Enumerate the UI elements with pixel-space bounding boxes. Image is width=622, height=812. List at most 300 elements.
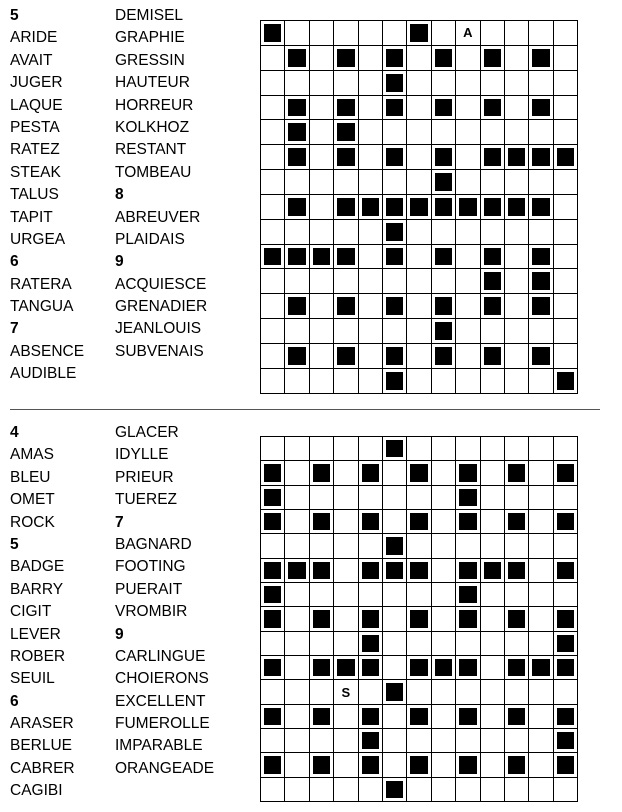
empty-cell[interactable]	[261, 534, 285, 558]
empty-cell[interactable]	[432, 461, 456, 485]
empty-cell[interactable]	[505, 245, 529, 270]
empty-cell[interactable]	[554, 120, 578, 145]
empty-cell[interactable]	[432, 607, 456, 631]
empty-cell[interactable]	[407, 632, 431, 656]
empty-cell[interactable]	[285, 21, 309, 46]
empty-cell[interactable]	[310, 680, 334, 704]
empty-cell[interactable]	[383, 21, 407, 46]
empty-cell[interactable]	[383, 632, 407, 656]
empty-cell[interactable]	[505, 269, 529, 294]
empty-cell[interactable]	[261, 680, 285, 704]
empty-cell[interactable]	[481, 170, 505, 195]
empty-cell[interactable]	[456, 294, 480, 319]
empty-cell[interactable]	[407, 294, 431, 319]
black-cell	[285, 294, 309, 319]
empty-cell[interactable]	[481, 778, 505, 802]
empty-cell[interactable]	[310, 220, 334, 245]
empty-cell[interactable]	[359, 344, 383, 369]
empty-cell[interactable]	[529, 220, 553, 245]
empty-cell[interactable]	[359, 319, 383, 344]
empty-cell[interactable]	[529, 319, 553, 344]
word-list-item: LEVER	[10, 625, 61, 643]
empty-cell[interactable]	[432, 729, 456, 753]
empty-cell[interactable]	[456, 145, 480, 170]
empty-cell[interactable]	[554, 245, 578, 270]
empty-cell[interactable]	[310, 269, 334, 294]
empty-cell[interactable]	[529, 486, 553, 510]
empty-cell[interactable]	[505, 632, 529, 656]
empty-cell[interactable]	[285, 510, 309, 534]
empty-cell[interactable]	[359, 245, 383, 270]
black-cell	[285, 145, 309, 170]
empty-cell[interactable]	[334, 437, 358, 461]
empty-cell[interactable]	[456, 220, 480, 245]
empty-cell[interactable]	[432, 369, 456, 394]
word-list-item: AMAS	[10, 446, 54, 464]
word-list-item: OMET	[10, 491, 55, 509]
empty-cell[interactable]	[456, 46, 480, 71]
empty-cell[interactable]	[285, 680, 309, 704]
empty-cell[interactable]	[554, 21, 578, 46]
empty-cell[interactable]	[529, 729, 553, 753]
empty-cell[interactable]	[359, 170, 383, 195]
empty-cell[interactable]	[505, 344, 529, 369]
empty-cell[interactable]	[261, 294, 285, 319]
empty-cell[interactable]	[529, 534, 553, 558]
empty-cell[interactable]	[285, 269, 309, 294]
empty-cell[interactable]	[310, 319, 334, 344]
empty-cell[interactable]	[334, 534, 358, 558]
empty-cell[interactable]	[261, 319, 285, 344]
empty-cell[interactable]	[359, 294, 383, 319]
empty-cell[interactable]	[310, 437, 334, 461]
empty-cell[interactable]	[310, 632, 334, 656]
empty-cell[interactable]	[481, 120, 505, 145]
empty-cell[interactable]	[529, 120, 553, 145]
empty-cell[interactable]	[505, 729, 529, 753]
empty-cell[interactable]	[359, 583, 383, 607]
empty-cell[interactable]	[261, 71, 285, 96]
empty-cell[interactable]	[261, 220, 285, 245]
empty-cell[interactable]	[432, 269, 456, 294]
black-cell	[407, 195, 431, 220]
empty-cell[interactable]	[407, 344, 431, 369]
empty-cell[interactable]	[529, 170, 553, 195]
empty-cell[interactable]	[383, 120, 407, 145]
empty-cell[interactable]	[359, 120, 383, 145]
empty-cell[interactable]	[481, 680, 505, 704]
empty-cell[interactable]	[456, 96, 480, 121]
black-cell	[554, 705, 578, 729]
empty-cell[interactable]	[285, 778, 309, 802]
empty-cell[interactable]	[481, 437, 505, 461]
black-cell	[481, 559, 505, 583]
word-list-item: CIGIT	[10, 603, 52, 621]
empty-cell[interactable]	[505, 96, 529, 121]
black-cell	[481, 46, 505, 71]
empty-cell[interactable]	[529, 369, 553, 394]
empty-cell[interactable]	[359, 778, 383, 802]
empty-cell[interactable]	[456, 369, 480, 394]
empty-cell[interactable]	[554, 583, 578, 607]
empty-cell[interactable]	[285, 170, 309, 195]
empty-cell[interactable]	[505, 170, 529, 195]
empty-cell[interactable]	[505, 294, 529, 319]
empty-cell[interactable]	[481, 510, 505, 534]
empty-cell[interactable]	[383, 656, 407, 680]
empty-cell[interactable]	[334, 220, 358, 245]
word-list-item: JEANLOUIS	[115, 320, 202, 338]
empty-cell[interactable]	[554, 170, 578, 195]
empty-cell[interactable]	[481, 753, 505, 777]
empty-cell[interactable]	[481, 729, 505, 753]
empty-cell[interactable]	[529, 778, 553, 802]
word-length-heading: 9	[115, 625, 124, 643]
empty-cell[interactable]	[359, 21, 383, 46]
empty-cell[interactable]	[359, 534, 383, 558]
empty-cell[interactable]	[310, 583, 334, 607]
empty-cell[interactable]	[481, 220, 505, 245]
empty-cell[interactable]	[456, 344, 480, 369]
empty-cell[interactable]	[432, 120, 456, 145]
empty-cell[interactable]	[383, 461, 407, 485]
empty-cell[interactable]	[407, 120, 431, 145]
empty-cell[interactable]	[554, 269, 578, 294]
empty-cell[interactable]	[481, 21, 505, 46]
empty-cell[interactable]	[456, 632, 480, 656]
empty-cell[interactable]	[456, 120, 480, 145]
empty-cell[interactable]	[383, 729, 407, 753]
empty-cell[interactable]	[310, 21, 334, 46]
empty-cell[interactable]	[261, 170, 285, 195]
empty-cell[interactable]	[432, 510, 456, 534]
empty-cell[interactable]	[432, 753, 456, 777]
empty-cell[interactable]	[334, 319, 358, 344]
empty-cell[interactable]	[481, 369, 505, 394]
black-cell	[554, 461, 578, 485]
black-cell	[383, 437, 407, 461]
empty-cell[interactable]	[285, 534, 309, 558]
empty-cell[interactable]	[285, 486, 309, 510]
empty-cell[interactable]	[359, 486, 383, 510]
empty-cell[interactable]	[310, 195, 334, 220]
black-cell	[383, 294, 407, 319]
empty-cell[interactable]	[407, 46, 431, 71]
empty-cell[interactable]	[407, 96, 431, 121]
empty-cell[interactable]	[359, 437, 383, 461]
empty-cell[interactable]	[285, 632, 309, 656]
empty-cell[interactable]	[334, 21, 358, 46]
empty-cell[interactable]	[554, 778, 578, 802]
empty-cell[interactable]	[407, 437, 431, 461]
empty-cell[interactable]	[529, 71, 553, 96]
empty-cell[interactable]	[334, 729, 358, 753]
empty-cell[interactable]	[505, 680, 529, 704]
empty-cell[interactable]	[310, 344, 334, 369]
empty-cell[interactable]	[261, 46, 285, 71]
empty-cell[interactable]	[554, 319, 578, 344]
empty-cell[interactable]	[334, 705, 358, 729]
empty-cell[interactable]	[334, 369, 358, 394]
empty-cell[interactable]	[334, 71, 358, 96]
empty-cell[interactable]	[432, 220, 456, 245]
black-cell	[529, 269, 553, 294]
black-cell	[456, 607, 480, 631]
empty-cell[interactable]	[456, 71, 480, 96]
empty-cell[interactable]	[334, 753, 358, 777]
empty-cell[interactable]	[359, 680, 383, 704]
empty-cell[interactable]	[359, 71, 383, 96]
black-cell	[261, 656, 285, 680]
empty-cell[interactable]	[432, 583, 456, 607]
empty-cell[interactable]	[407, 583, 431, 607]
empty-cell[interactable]	[456, 269, 480, 294]
empty-cell[interactable]	[261, 437, 285, 461]
empty-cell[interactable]	[261, 96, 285, 121]
empty-cell[interactable]	[285, 607, 309, 631]
empty-cell[interactable]	[529, 583, 553, 607]
empty-cell[interactable]	[359, 220, 383, 245]
empty-cell[interactable]	[529, 21, 553, 46]
black-cell	[310, 656, 334, 680]
empty-cell[interactable]	[334, 486, 358, 510]
empty-cell[interactable]	[554, 680, 578, 704]
empty-cell[interactable]	[383, 583, 407, 607]
empty-cell[interactable]	[505, 21, 529, 46]
black-cell	[456, 559, 480, 583]
empty-cell[interactable]	[407, 71, 431, 96]
word-list-item: KOLKHOZ	[115, 118, 190, 136]
empty-cell[interactable]	[285, 220, 309, 245]
empty-cell[interactable]	[261, 729, 285, 753]
empty-cell[interactable]	[481, 656, 505, 680]
empty-cell[interactable]	[432, 778, 456, 802]
empty-cell[interactable]	[334, 559, 358, 583]
empty-cell[interactable]	[554, 437, 578, 461]
empty-cell[interactable]	[310, 145, 334, 170]
empty-cell[interactable]	[529, 437, 553, 461]
empty-cell[interactable]	[334, 269, 358, 294]
empty-cell[interactable]	[456, 534, 480, 558]
empty-cell[interactable]	[554, 96, 578, 121]
empty-cell[interactable]	[529, 680, 553, 704]
empty-cell[interactable]	[554, 195, 578, 220]
empty-cell[interactable]	[407, 729, 431, 753]
empty-cell[interactable]	[310, 96, 334, 121]
empty-cell[interactable]	[529, 559, 553, 583]
empty-cell[interactable]	[554, 220, 578, 245]
empty-cell[interactable]	[505, 120, 529, 145]
empty-cell[interactable]	[261, 369, 285, 394]
empty-cell[interactable]	[481, 319, 505, 344]
empty-cell[interactable]	[383, 170, 407, 195]
empty-cell[interactable]	[261, 120, 285, 145]
empty-cell[interactable]	[407, 170, 431, 195]
empty-cell[interactable]	[285, 71, 309, 96]
empty-cell[interactable]	[407, 220, 431, 245]
empty-cell[interactable]	[554, 344, 578, 369]
empty-cell[interactable]	[407, 269, 431, 294]
empty-cell[interactable]	[481, 583, 505, 607]
black-cell	[383, 96, 407, 121]
empty-cell[interactable]	[407, 319, 431, 344]
empty-cell[interactable]	[407, 680, 431, 704]
black-cell	[529, 145, 553, 170]
empty-cell[interactable]	[554, 486, 578, 510]
black-cell	[432, 656, 456, 680]
empty-cell[interactable]	[456, 319, 480, 344]
empty-cell[interactable]	[407, 145, 431, 170]
empty-cell[interactable]	[529, 607, 553, 631]
empty-cell[interactable]	[383, 486, 407, 510]
letter-cell[interactable]: S	[334, 680, 358, 704]
empty-cell[interactable]	[285, 369, 309, 394]
empty-cell[interactable]	[505, 319, 529, 344]
empty-cell[interactable]	[432, 437, 456, 461]
empty-cell[interactable]	[456, 729, 480, 753]
empty-cell[interactable]	[383, 319, 407, 344]
empty-cell[interactable]	[456, 437, 480, 461]
empty-cell[interactable]	[261, 632, 285, 656]
empty-cell[interactable]	[334, 632, 358, 656]
empty-cell[interactable]	[261, 269, 285, 294]
empty-cell[interactable]	[310, 486, 334, 510]
empty-cell[interactable]	[310, 294, 334, 319]
empty-cell[interactable]	[529, 461, 553, 485]
empty-cell[interactable]	[432, 71, 456, 96]
empty-cell[interactable]	[334, 607, 358, 631]
empty-cell[interactable]	[383, 510, 407, 534]
empty-cell[interactable]	[432, 21, 456, 46]
black-cell	[359, 195, 383, 220]
word-length-heading: 4	[10, 424, 19, 441]
black-cell	[407, 656, 431, 680]
empty-cell[interactable]	[456, 170, 480, 195]
empty-cell[interactable]	[359, 369, 383, 394]
empty-cell[interactable]	[432, 680, 456, 704]
empty-cell[interactable]	[481, 607, 505, 631]
empty-cell[interactable]	[432, 486, 456, 510]
empty-cell[interactable]	[383, 753, 407, 777]
black-cell	[481, 269, 505, 294]
empty-cell[interactable]	[310, 170, 334, 195]
word-list-column-2	[115, 422, 255, 780]
empty-cell[interactable]	[310, 729, 334, 753]
empty-cell[interactable]	[334, 583, 358, 607]
black-cell	[359, 559, 383, 583]
empty-cell[interactable]	[481, 461, 505, 485]
empty-cell[interactable]	[310, 778, 334, 802]
empty-cell[interactable]	[432, 632, 456, 656]
empty-cell[interactable]	[505, 534, 529, 558]
empty-cell[interactable]	[481, 705, 505, 729]
empty-cell[interactable]	[310, 71, 334, 96]
empty-cell[interactable]	[359, 269, 383, 294]
empty-cell[interactable]	[310, 46, 334, 71]
empty-cell[interactable]	[505, 46, 529, 71]
empty-cell[interactable]	[407, 486, 431, 510]
empty-cell[interactable]	[505, 778, 529, 802]
empty-cell[interactable]	[261, 145, 285, 170]
empty-cell[interactable]	[261, 195, 285, 220]
empty-cell[interactable]	[261, 778, 285, 802]
empty-cell[interactable]	[407, 369, 431, 394]
empty-cell[interactable]	[505, 437, 529, 461]
empty-cell[interactable]	[505, 71, 529, 96]
empty-cell[interactable]	[407, 245, 431, 270]
letter-cell[interactable]: A	[456, 21, 480, 46]
empty-cell[interactable]	[285, 461, 309, 485]
empty-cell[interactable]	[432, 559, 456, 583]
empty-cell[interactable]	[481, 71, 505, 96]
empty-cell[interactable]	[481, 486, 505, 510]
empty-cell[interactable]	[456, 778, 480, 802]
empty-cell[interactable]	[505, 220, 529, 245]
black-cell	[505, 195, 529, 220]
empty-cell[interactable]	[334, 461, 358, 485]
empty-cell[interactable]	[285, 656, 309, 680]
empty-cell[interactable]	[310, 120, 334, 145]
empty-cell[interactable]	[407, 778, 431, 802]
empty-cell[interactable]	[456, 245, 480, 270]
empty-cell[interactable]	[334, 778, 358, 802]
empty-cell[interactable]	[529, 753, 553, 777]
word-length-heading: 8	[115, 186, 124, 204]
empty-cell[interactable]	[407, 534, 431, 558]
empty-cell[interactable]	[334, 510, 358, 534]
word-list-item: BADGE	[10, 558, 65, 576]
empty-cell[interactable]	[285, 319, 309, 344]
empty-cell[interactable]	[481, 632, 505, 656]
empty-cell[interactable]	[529, 632, 553, 656]
empty-cell[interactable]	[505, 583, 529, 607]
empty-cell[interactable]	[285, 437, 309, 461]
empty-cell[interactable]	[285, 583, 309, 607]
word-list-item: BARRY	[10, 580, 64, 598]
empty-cell[interactable]	[359, 96, 383, 121]
empty-cell[interactable]	[554, 534, 578, 558]
empty-cell[interactable]	[529, 705, 553, 729]
empty-cell[interactable]	[554, 294, 578, 319]
empty-cell[interactable]	[505, 486, 529, 510]
empty-cell[interactable]	[310, 534, 334, 558]
empty-cell[interactable]	[432, 705, 456, 729]
empty-cell[interactable]	[359, 145, 383, 170]
empty-cell[interactable]	[456, 680, 480, 704]
black-cell	[310, 705, 334, 729]
empty-cell[interactable]	[383, 607, 407, 631]
empty-cell[interactable]	[554, 46, 578, 71]
empty-cell[interactable]	[334, 170, 358, 195]
word-list-item: EXCELLENT	[115, 692, 206, 710]
empty-cell[interactable]	[505, 369, 529, 394]
empty-cell[interactable]	[285, 753, 309, 777]
empty-cell[interactable]	[285, 729, 309, 753]
empty-cell[interactable]	[261, 344, 285, 369]
empty-cell[interactable]	[383, 705, 407, 729]
empty-cell[interactable]	[310, 369, 334, 394]
black-cell	[285, 195, 309, 220]
empty-cell[interactable]	[481, 534, 505, 558]
empty-cell[interactable]	[285, 705, 309, 729]
black-cell	[383, 145, 407, 170]
empty-cell[interactable]	[529, 510, 553, 534]
empty-cell[interactable]	[383, 269, 407, 294]
word-list-item: AUDIBLE	[10, 365, 77, 383]
empty-cell[interactable]	[554, 71, 578, 96]
empty-cell[interactable]	[359, 46, 383, 71]
empty-cell[interactable]	[432, 534, 456, 558]
